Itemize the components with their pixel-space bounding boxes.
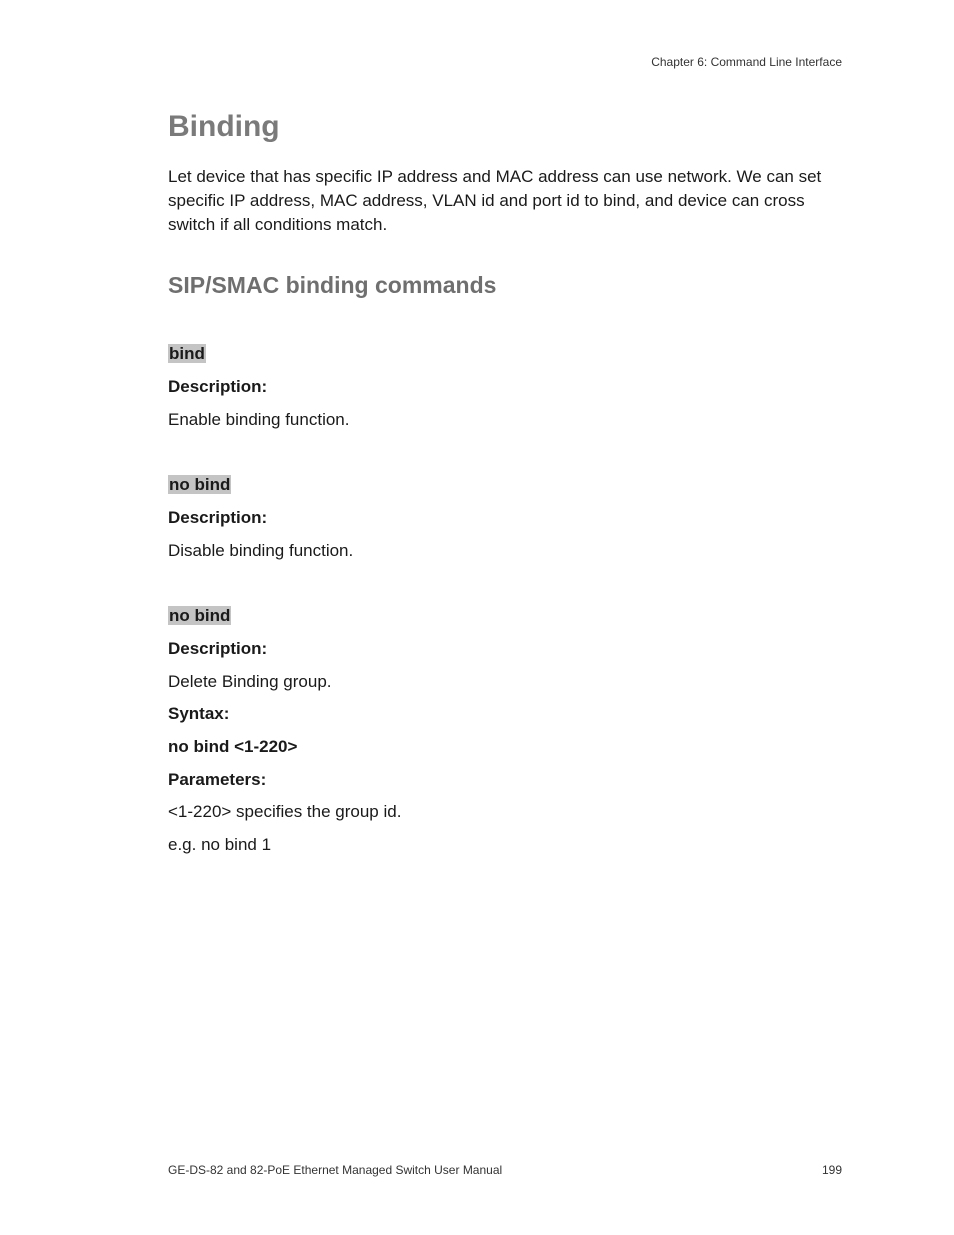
command-name: bind	[169, 344, 205, 363]
description-text: Disable binding function.	[168, 541, 354, 560]
parameters-label: Parameters:	[168, 770, 267, 789]
example-text: e.g. no bind 1	[168, 835, 272, 854]
syntax-text: no bind <1-220>	[168, 737, 298, 756]
command-bind	[168, 343, 206, 365]
description-label: Description:	[168, 508, 268, 527]
command-no-bind	[168, 474, 231, 496]
command-name: no bind	[169, 606, 231, 625]
description-label: Description:	[168, 377, 268, 396]
command-name: no bind	[169, 475, 231, 494]
description-text: Enable binding function.	[168, 410, 350, 429]
chapter-header: Chapter 6: Command Line Interface	[651, 55, 842, 69]
page-number: 199	[821, 1163, 842, 1177]
footer-manual-title: GE-DS-82 and 82-PoE Ethernet Managed Switch User Manual	[168, 1163, 503, 1177]
description-label: Description:	[168, 639, 268, 658]
syntax-label: Syntax:	[168, 704, 230, 723]
section-subtitle: SIP/SMAC binding commands	[168, 272, 497, 298]
intro-paragraph: Let device that has specific IP address and MAC address can use network. We can set specific IP address, MAC address, VLAN id and port id to bind, and device can cross switch if all conditions match.	[168, 167, 822, 234]
command-no-bind-group	[168, 605, 231, 627]
parameters-text: <1-220> specifies the group id.	[168, 802, 402, 821]
description-text: Delete Binding group.	[168, 672, 332, 691]
page-title: Binding	[168, 110, 280, 143]
